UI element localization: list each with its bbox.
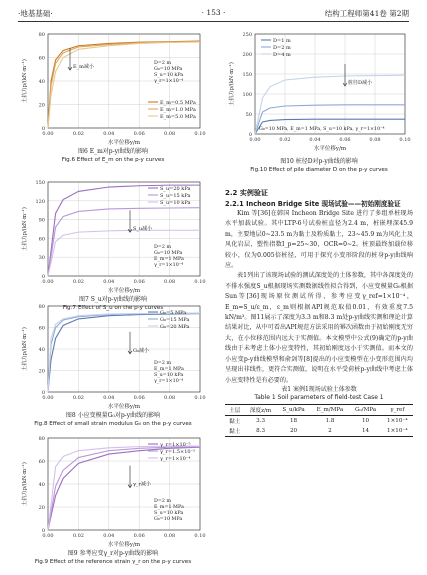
figure-7 (18, 176, 208, 312)
legend-label: G₀=15 MPa (160, 317, 190, 323)
figure-6 (18, 28, 208, 164)
figure-caption-en: Fig.9 Effect of the reference strain γ_r on the p-y curves (34, 559, 192, 565)
legend-label: E_m=5.0 MPa (160, 114, 196, 120)
legend-label: S_u=20 kPa (160, 186, 191, 192)
x-tick-label: 0.02 (279, 137, 291, 143)
table-caption-cn: 表1 案例1现场试验土体参数 (281, 385, 357, 393)
figure-8 (18, 300, 208, 428)
legend-label: S_u=15 kPa (160, 193, 191, 199)
table-cell: 黏土 (229, 418, 241, 425)
y-axis-label: 土抗力p/(kN·m⁻¹) (22, 462, 28, 506)
paragraph: 表1列出了该现场试验的测试深度处的土体参数，其中各深度处的不排水强度S_u根据现场实测数据线性拟合得到，小应变模量G₀根据Sun等[36]现场原位测试所得，参考应变γ_ref=1×10⁻⁴，E_m=S_u/ε_m，ε_m则根据API规范取值0.01，有效重度7.5 kN/m³。图11展示了深度为3.3 m和8.3 m处p-y曲线实测和理论计算结果对比，从中可看出API规范方法采用的幂次函数由于初始刚度无穷大，在小位移范围内远大于实测值。本文模型中公式(9)确定的p-y曲线由于未考虑土体小应变特性，其初始刚度远小于实测值。而本文的小应变p-y曲线模型和俞剑等[8]提出的小应变模型在小变形范围内均呈现出非线性，更符合实测值，说明在水平受荷桩p-y曲线中考虑土体小应变特性是有必要的。 (225, 272, 413, 384)
table-cell: 1×10⁻⁴ (387, 417, 408, 424)
y-axis-label: 土抗力p/(kN·m⁻¹) (22, 207, 28, 251)
parameter-label: S_u=10 kPa (154, 373, 184, 378)
x-tick-label: 0.06 (133, 533, 145, 539)
figure-caption-cn: 图8 小应变模量G₀对p-y曲线的影响 (65, 412, 161, 419)
chart-fig8 (18, 300, 208, 412)
legend-label: γ_r=1.5×10⁻⁵ (160, 449, 196, 455)
figure-caption-en: Fig.10 Effect of pile diameter D on the p-y curves (250, 167, 388, 173)
y-tick-label: 20 (38, 368, 45, 375)
figure-caption-cn: 图10 桩径D对p-y曲线的影响 (280, 158, 358, 165)
table-row (225, 426, 413, 437)
running-header (18, 8, 409, 22)
legend-label: S_u=10 kPa (160, 200, 191, 206)
y-tick-label: 20 (38, 102, 45, 109)
y-tick-label: 60 (38, 236, 45, 243)
y-tick-label: 100 (242, 92, 252, 98)
table-header: S_u/kPa (277, 404, 311, 415)
y-tick-label: 0 (41, 528, 45, 534)
chart-fig7 (18, 176, 208, 296)
x-tick-label: 0.06 (133, 279, 145, 285)
chart-fig6 (18, 28, 208, 148)
parameter-label: G₀=10 MPa (154, 251, 183, 256)
x-tick-label: 0.04 (103, 279, 115, 285)
table-header: E_m/MPa (310, 404, 349, 415)
x-tick-label: 0.08 (164, 279, 176, 285)
table-cell: 10 (362, 417, 370, 424)
parameter-label: G₀=10 MPa, E_m=1 MPa, S_u=10 kPa, γ_r=1×10⁻⁴ (259, 127, 385, 132)
parameter-label: D=2 m (154, 245, 171, 250)
y-tick-label: 0 (41, 274, 45, 280)
y-tick-label: 80 (38, 32, 45, 38)
x-tick-label: 0.06 (133, 131, 145, 137)
table-cell: 18 (289, 417, 298, 424)
table-cell: 1×10⁻⁴ (382, 426, 413, 437)
table-cell: 2 (310, 426, 349, 437)
trend-arrow-label: γ_r减小 (133, 481, 151, 488)
section-heading: 2.2 实例验证 (225, 189, 268, 197)
figure-caption-cn: 图9 参考应变γ_r对p-y曲线的影响 (67, 550, 159, 557)
y-tick-label: 150 (35, 180, 45, 186)
legend-label: E_m=0.5 MPa (160, 100, 196, 106)
y-tick-label: 250 (242, 32, 252, 38)
x-tick-label: 0.08 (164, 533, 176, 539)
legend-label: G₀=20 MPa (160, 324, 190, 330)
parameter-label: γ_r=1×10⁻⁴ (154, 263, 184, 268)
x-axis-label: 水平位移y/m (313, 146, 347, 152)
table-header: 土层 (225, 404, 244, 415)
x-tick-label: 0.06 (339, 137, 351, 143)
subsection-heading: 2.2.1 Incheon Bridge Site 现场试验——初始刚度验证 (225, 200, 401, 208)
parameter-label: γ_r=1×10⁻⁴ (154, 379, 184, 384)
table-header: G₀/MPa (350, 404, 382, 415)
y-tick-label: 60 (38, 325, 45, 332)
x-axis-label: 水平位移y/m (107, 288, 141, 294)
x-tick-label: 0.10 (194, 279, 206, 285)
table-cell: 20 (277, 426, 311, 437)
figure-caption-en: Fig.8 Effect of small strain modulus G₀ on the p-y curves (34, 421, 192, 427)
parameter-label: γ_r=1×10⁻⁴ (154, 79, 184, 84)
parameter-label: G₀=10 MPa (154, 67, 183, 72)
x-tick-label: 0.00 (249, 137, 261, 143)
legend-label: D=2 m (273, 45, 291, 51)
page-number: · 153 · (201, 8, 226, 17)
figure-caption-cn: 图7 S_u对p-y曲线的影响 (79, 296, 147, 303)
body-text (225, 188, 413, 437)
x-tick-label: 0.00 (42, 131, 54, 137)
header-section: ·地基基础· (18, 9, 53, 18)
parameter-label: E_m=1 MPa (154, 367, 184, 372)
parameter-label: G₀=10 MPa (154, 517, 183, 522)
y-tick-label: 40 (38, 79, 45, 85)
table-caption-en: Table 1 Soil parameters of field-test Case 1 (254, 393, 384, 401)
parameter-label: D=2 m (154, 499, 171, 504)
trend-arrow-label: G₀减小 (133, 347, 149, 354)
figure-9 (18, 432, 208, 566)
trend-arrow-label: E_m减小 (73, 64, 94, 71)
y-tick-label: 90 (38, 217, 45, 224)
y-tick-label: 0 (41, 126, 45, 132)
parameter-label: S_u=10 kPa (154, 73, 184, 78)
x-tick-label: 0.00 (42, 533, 54, 539)
x-tick-label: 0.00 (42, 279, 54, 285)
x-tick-label: 0.02 (72, 131, 84, 137)
chart-fig9 (18, 432, 208, 550)
figure-10 (225, 28, 413, 174)
legend-label: γ_r=1×10⁻⁵ (160, 442, 191, 448)
y-tick-label: 40 (38, 482, 45, 488)
y-tick-label: 200 (242, 52, 252, 58)
y-axis-label: 土抗力p/(kN·m⁻¹) (22, 327, 28, 371)
soil-parameter-table (225, 404, 413, 437)
y-tick-label: 20 (38, 505, 45, 511)
journal-issue: 结构工程师第41卷 第2期 (324, 9, 409, 18)
x-tick-label: 0.06 (133, 395, 145, 401)
table-row (225, 415, 413, 426)
legend-label: G₀=5 MPa (160, 310, 187, 316)
trend-arrow-label: 桩径D减小 (348, 80, 373, 86)
y-tick-label: 80 (38, 304, 45, 310)
legend-label: E_m=1.0 MPa (160, 107, 196, 113)
y-tick-label: 150 (242, 72, 252, 78)
x-tick-label: 0.10 (194, 395, 206, 401)
parameter-label: E_m=1 MPa (154, 505, 184, 510)
x-tick-label: 0.08 (164, 131, 176, 137)
x-tick-label: 0.02 (72, 395, 84, 401)
x-tick-label: 0.08 (369, 137, 381, 143)
x-axis-label: 水平位移y/m (107, 542, 141, 548)
table-cell: 8.3 (244, 426, 276, 437)
x-tick-label: 0.04 (309, 137, 321, 143)
y-tick-label: 120 (35, 198, 45, 205)
paragraph: Kim 等[36]在韩国 Incheon Bridge Site 进行了多组单桩现场水平加载试验。其中LTP-6号试验桩直径为2.4 m，桩嵌埋深45.9 m，主要地层0~23.5 m为黏土及粉质黏土，23~45.9 m为风化土及风化岩层，塑性指数I_p=25~30，OCR=0~2。桩顶最终加载位移较小，仅为0.005倍桩径，可用于探究小变形阶段的桩身p-y曲线响应。 (225, 210, 413, 270)
x-tick-label: 0.10 (194, 131, 206, 137)
parameter-label: E_m=1 MPa (154, 257, 184, 262)
parameter-label: D=2 m (154, 361, 171, 366)
y-tick-label: 0 (248, 132, 252, 138)
x-tick-label: 0.04 (103, 533, 115, 539)
y-tick-label: 0 (41, 390, 45, 396)
x-tick-label: 0.02 (72, 533, 84, 539)
table-cell: 3.3 (256, 417, 266, 424)
y-tick-label: 40 (38, 347, 45, 353)
x-axis-label: 水平位移y/m (107, 140, 141, 146)
figure-caption-cn: 图6 E_m对p-y曲线的影响 (77, 148, 149, 155)
x-tick-label: 0.02 (72, 279, 84, 285)
x-tick-label: 0.08 (164, 395, 176, 401)
chart-fig10 (225, 28, 413, 154)
y-tick-label: 50 (245, 112, 252, 118)
figure-caption-en: Fig.7 Effect of S_u on the p-y curves (62, 305, 164, 311)
x-tick-label: 0.10 (194, 533, 206, 539)
x-tick-label: 0.10 (399, 137, 411, 143)
table-header: γ_ref (382, 404, 413, 415)
legend-label: γ_r=1×10⁻⁴ (160, 456, 191, 462)
y-tick-label: 60 (38, 55, 45, 62)
table-header: 深度z/m (244, 404, 276, 415)
x-tick-label: 0.04 (103, 395, 115, 401)
legend-label: D=4 m (273, 52, 291, 58)
y-tick-label: 30 (38, 255, 45, 262)
trend-arrow-label: S_u减小 (133, 226, 153, 233)
figure-caption-en: Fig.6 Effect of E_m on the p-y curves (61, 157, 165, 163)
parameter-label: S_u=10 kPa (154, 511, 184, 516)
x-axis-label: 水平位移y/m (107, 404, 141, 410)
y-tick-label: 80 (38, 436, 45, 442)
table-cell: 14 (350, 426, 382, 437)
parameter-label: D=2 m (154, 61, 171, 66)
legend-label: D=1 m (273, 38, 291, 44)
y-axis-label: 土抗力p/(kN·m⁻¹) (229, 62, 235, 106)
header-rule (18, 21, 409, 22)
x-tick-label: 0.00 (42, 395, 54, 401)
x-tick-label: 0.04 (103, 131, 115, 137)
table-cell: 1.8 (325, 417, 335, 424)
y-axis-label: 土抗力p/(kN·m⁻¹) (22, 59, 28, 103)
y-tick-label: 60 (38, 459, 45, 465)
table-cell: 黏土 (225, 426, 244, 437)
